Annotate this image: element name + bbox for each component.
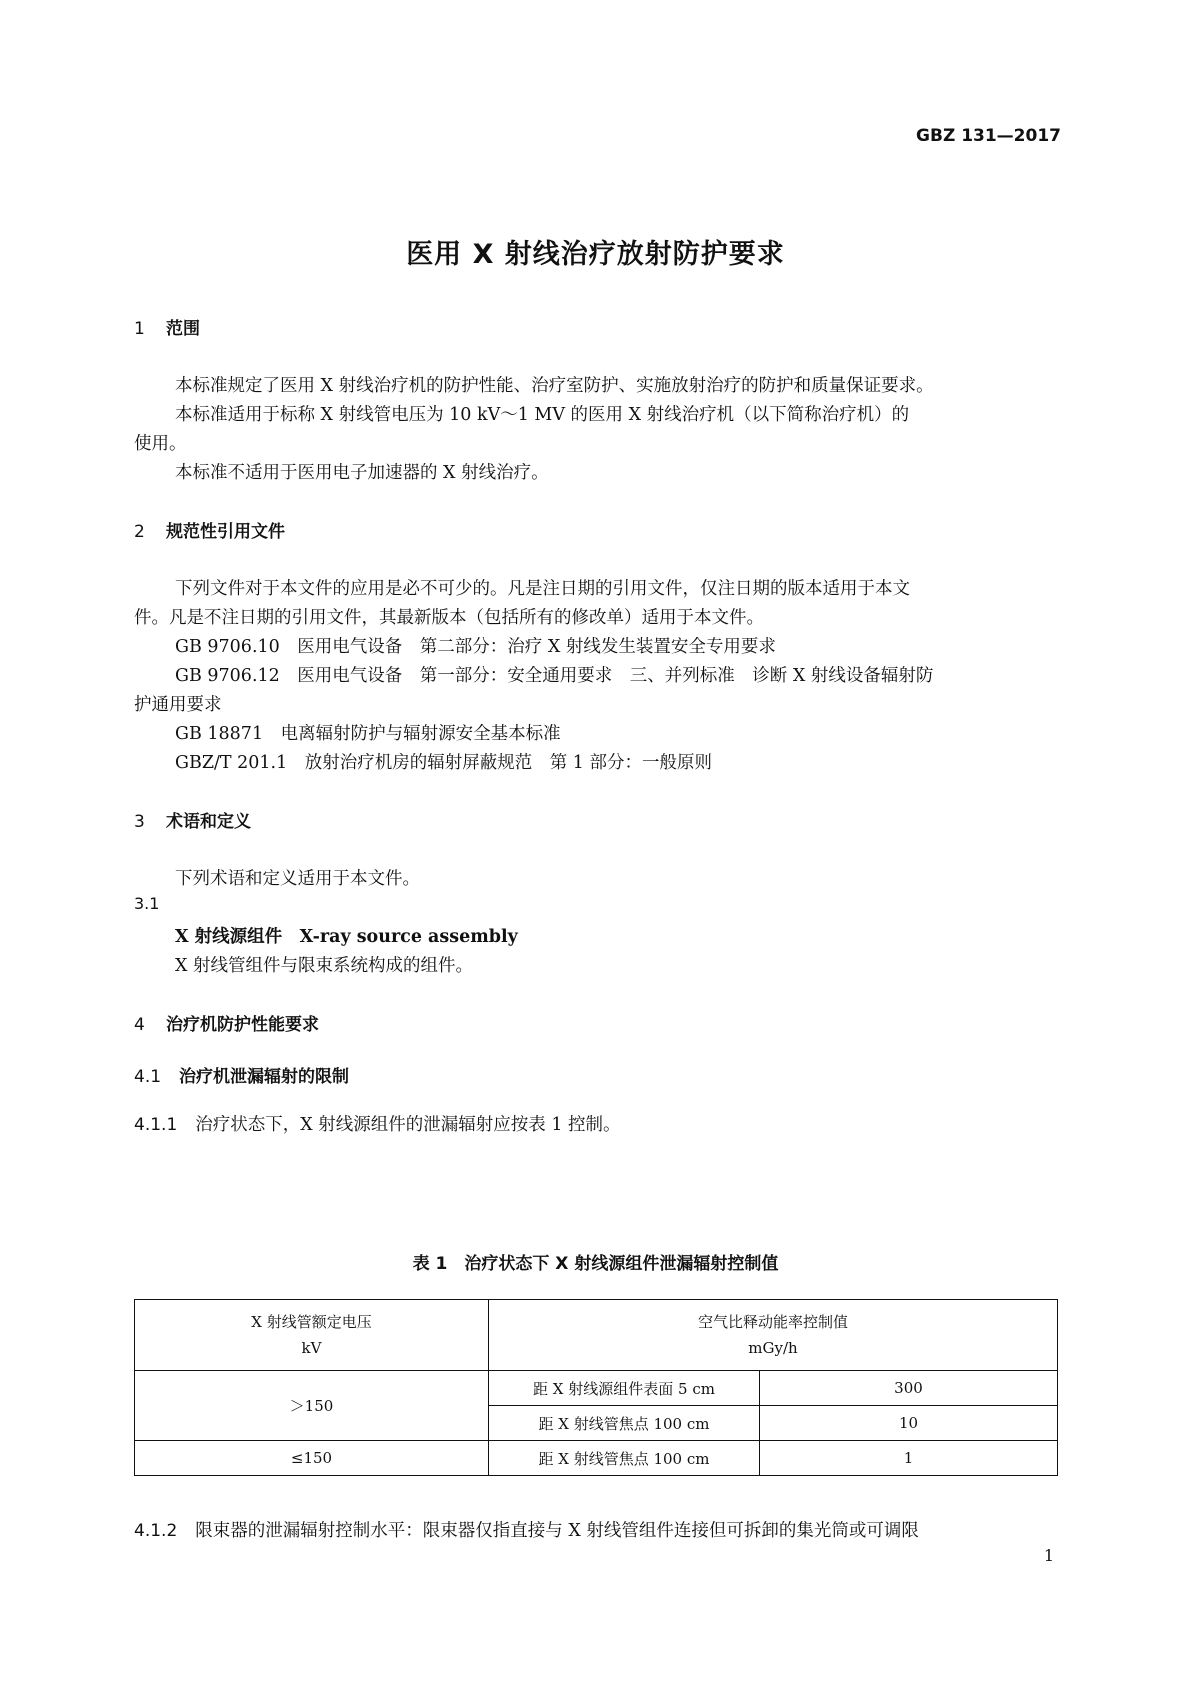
reference-item: GB 18871 电离辐射防护与辐射源安全基本标准 <box>175 724 561 744</box>
reference-item: GB 9706.12 医用电气设备 第一部分：安全通用要求 三、并列标准 诊断 X 射线设备辐射防 <box>175 666 934 686</box>
header-unit: kV <box>301 1339 322 1357</box>
subsection-4-1-heading <box>134 1062 349 1087</box>
paragraph: 下列文件对于本文件的应用是必不可少的。凡是注日期的引用文件，仅注日期的版本适用于本文 <box>175 579 910 599</box>
table-caption: 表 1 治疗状态下 X 射线源组件泄漏辐射控制值 <box>412 1254 779 1274</box>
subsection-title: 治疗机泄漏辐射的限制 <box>179 1067 350 1087</box>
header-cell-kerma-rate <box>489 1300 1058 1371</box>
paragraph: 下列术语和定义适用于本文件。 <box>175 869 420 889</box>
standard-code: GBZ 131—2017 <box>916 126 1061 146</box>
value-cell: 300 <box>760 1371 1058 1406</box>
section-number: 4 <box>134 1015 145 1035</box>
section-2-heading <box>134 517 285 542</box>
section-number: 2 <box>134 522 145 542</box>
voltage-cell: ＞150 <box>135 1371 489 1441</box>
term-number: 3.1 <box>134 894 160 913</box>
clause-text: 限束器的泄漏辐射控制水平：限束器仅指直接与 X 射线管组件连接但可拆卸的集光筒或可调限 <box>195 1521 919 1541</box>
reference-item: GB 9706.10 医用电气设备 第二部分：治疗 X 射线发生装置安全专用要求 <box>175 637 776 657</box>
term-definition: X 射线管组件与限束系统构成的组件。 <box>175 956 474 976</box>
clause-number: 4.1.2 <box>134 1521 178 1541</box>
clause-4-1-1 <box>134 1111 621 1136</box>
page-number: 1 <box>1043 1546 1054 1565</box>
section-title: 治疗机防护性能要求 <box>166 1015 319 1035</box>
paragraph: 使用。 <box>134 434 187 454</box>
condition-cell: 距 X 射线源组件表面 5 cm <box>489 1371 760 1406</box>
section-3-heading <box>134 807 251 832</box>
voltage-cell: ≤150 <box>135 1441 489 1476</box>
condition-cell: 距 X 射线管焦点 100 cm <box>489 1406 760 1441</box>
clause-4-1-2 <box>134 1517 919 1542</box>
table-row <box>135 1441 1058 1476</box>
section-title: 规范性引用文件 <box>166 522 285 542</box>
section-title: 范围 <box>166 319 200 339</box>
table-row <box>135 1371 1058 1406</box>
document-title: 医用 X 射线治疗放射防护要求 <box>406 239 785 270</box>
reference-item: GBZ/T 201.1 放射治疗机房的辐射屏蔽规范 第 1 部分：一般原则 <box>175 753 712 773</box>
clause-text: 治疗状态下，X 射线源组件的泄漏辐射应按表 1 控制。 <box>195 1115 621 1135</box>
header-label: 空气比释动能率控制值 <box>697 1313 848 1331</box>
section-title: 术语和定义 <box>166 812 251 832</box>
header-cell-voltage <box>135 1300 489 1371</box>
section-4-heading <box>134 1010 319 1035</box>
value-cell: 1 <box>760 1441 1058 1476</box>
paragraph: 本标准适用于标称 X 射线管电压为 10 kV～1 MV 的医用 X 射线治疗机（以下简称治疗机）的 <box>175 405 910 425</box>
section-number: 3 <box>134 812 145 832</box>
subsection-number: 4.1 <box>134 1067 162 1087</box>
table-header-row <box>135 1300 1058 1371</box>
section-number: 1 <box>134 319 145 339</box>
reference-item: 护通用要求 <box>134 695 222 715</box>
leakage-radiation-table <box>134 1299 1058 1476</box>
section-1-heading <box>134 314 200 339</box>
paragraph: 件。凡是不注日期的引用文件，其最新版本（包括所有的修改单）适用于本文件。 <box>134 608 764 628</box>
condition-cell: 距 X 射线管焦点 100 cm <box>489 1441 760 1476</box>
paragraph: 本标准规定了医用 X 射线治疗机的防护性能、治疗室防护、实施放射治疗的防护和质量保证要求。 <box>175 376 934 396</box>
clause-number: 4.1.1 <box>134 1115 178 1135</box>
value-cell: 10 <box>760 1406 1058 1441</box>
term-heading: X 射线源组件 X-ray source assembly <box>175 927 518 947</box>
paragraph: 本标准不适用于医用电子加速器的 X 射线治疗。 <box>175 463 549 483</box>
header-label: X 射线管额定电压 <box>251 1313 372 1331</box>
header-unit: mGy/h <box>748 1339 798 1357</box>
